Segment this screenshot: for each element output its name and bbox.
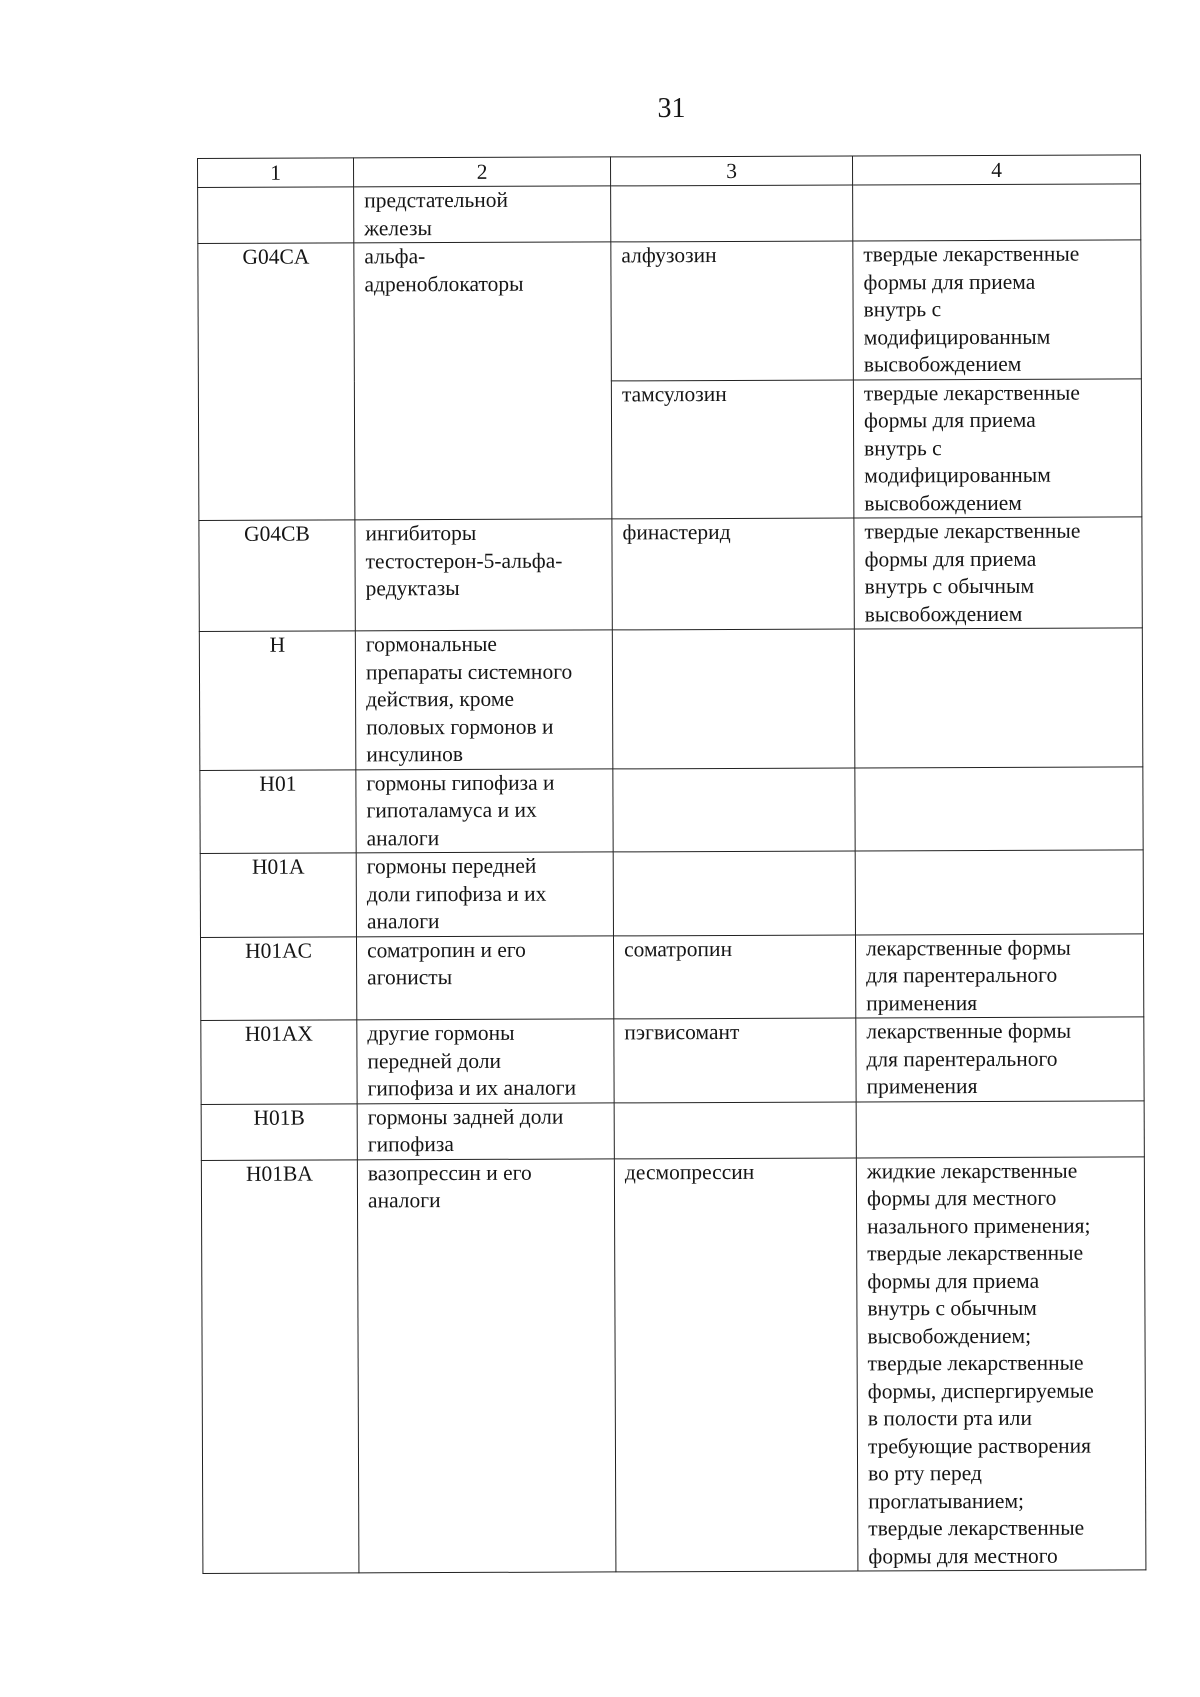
table-row xyxy=(198,184,1141,244)
header-cell-3: 3 xyxy=(610,156,852,186)
cell-text-line: доли гипофиза и их xyxy=(366,881,547,906)
cell-text-line: альфа- xyxy=(364,244,426,269)
form-cell xyxy=(854,517,1142,629)
cell-text-line: лекарственные формы xyxy=(865,935,1071,960)
cell-text-line: применения xyxy=(866,1074,978,1099)
table-row xyxy=(199,517,1142,632)
drug-table xyxy=(197,154,1146,1574)
table-row xyxy=(200,766,1143,853)
substance-cell xyxy=(614,1101,856,1158)
form-cell xyxy=(856,1017,1144,1102)
cell-text-line: аналоги xyxy=(367,1188,441,1213)
group-cell xyxy=(356,935,613,1019)
code-cell: H01A xyxy=(200,853,356,937)
cell-text-line: алфузозин xyxy=(621,243,717,268)
substance-cell xyxy=(614,1157,858,1571)
cell-text-line: высвобождением xyxy=(864,601,1023,626)
substance-cell xyxy=(613,934,855,1018)
form-cell xyxy=(855,850,1143,935)
group-cell xyxy=(355,630,613,769)
cell-text-line: гипофиза xyxy=(367,1132,454,1157)
cell-text-line: формы для местного xyxy=(866,1185,1057,1211)
cell-text-line: инсулинов xyxy=(366,741,464,767)
substance-cell xyxy=(613,767,855,851)
header-cell-1: 1 xyxy=(198,158,354,188)
cell-text-line: формы для приема xyxy=(863,407,1036,433)
cell-text-line: вазопрессин и его xyxy=(367,1160,532,1185)
cell-text-line: соматропин и его xyxy=(366,937,526,962)
substance-cell xyxy=(612,518,854,630)
cell-text-line: твердые лекарственные xyxy=(863,241,1080,267)
cell-text-line: редуктазы xyxy=(365,575,460,601)
cell-text-line: гипоталамуса и их xyxy=(366,797,537,823)
cell-text-line: внутрь с обычным xyxy=(864,573,1035,599)
cell-text-line: формы для приема xyxy=(864,546,1037,571)
table-row xyxy=(201,1100,1144,1160)
form-cell xyxy=(854,628,1143,768)
cell-text-line: ингибиторы xyxy=(365,520,477,546)
cell-text-line: внутрь с xyxy=(864,435,942,460)
cell-text-line: в полости рта или xyxy=(867,1405,1033,1431)
cell-text-line: формы для местного xyxy=(868,1543,1058,1568)
group-cell xyxy=(355,519,612,631)
table-body xyxy=(198,184,1146,1574)
cell-text-line: для парентерального xyxy=(866,1046,1058,1071)
substance-cell xyxy=(614,1018,856,1102)
group-cell xyxy=(356,852,613,936)
table-row xyxy=(200,850,1143,937)
cell-text-line: формы, диспергируемые xyxy=(867,1378,1094,1403)
code-cell: G04CA xyxy=(198,243,355,521)
page-number: 31 xyxy=(657,93,686,124)
cell-text-line: высвобождением; xyxy=(867,1323,1032,1348)
cell-text-line: половых гормонов и xyxy=(366,714,554,739)
cell-text-line: аналоги xyxy=(366,825,440,850)
code-cell: G04CB xyxy=(199,520,355,632)
table-row xyxy=(198,240,1142,382)
cell-text-line: аналоги xyxy=(366,909,440,934)
cell-text-line: проглатыванием; xyxy=(868,1488,1025,1513)
table-row xyxy=(199,628,1143,770)
substance-cell xyxy=(611,185,853,242)
form-cell xyxy=(856,1156,1146,1571)
cell-text-line: железы xyxy=(364,215,432,240)
cell-text-line: гормоны гипофиза и xyxy=(366,770,555,795)
cell-text-line: тестостерон-5-альфа- xyxy=(365,548,563,573)
form-cell xyxy=(853,378,1142,518)
group-cell xyxy=(357,1102,614,1159)
header-cell-4: 4 xyxy=(852,155,1140,185)
cell-text-line: предстательной xyxy=(364,187,509,213)
form-cell xyxy=(855,766,1143,851)
cell-text-line: назального применения; xyxy=(867,1213,1091,1238)
code-cell: H01 xyxy=(200,769,356,853)
cell-text-line: жидкие лекарственные xyxy=(866,1158,1078,1183)
cell-text-line: внутрь с xyxy=(863,297,942,322)
substance-cell xyxy=(612,629,855,768)
cell-text-line: твердые лекарственные xyxy=(868,1515,1085,1541)
code-cell: H xyxy=(199,631,356,770)
cell-text-line: твердые лекарственные xyxy=(864,518,1081,544)
group-cell xyxy=(357,1158,616,1572)
table-row xyxy=(201,1017,1144,1104)
drug-table-container xyxy=(197,154,1145,1574)
cell-text-line: применения xyxy=(866,990,978,1015)
code-cell: H01AX xyxy=(201,1020,357,1104)
cell-text-line: модифицированным xyxy=(864,462,1051,488)
table-row xyxy=(200,933,1143,1020)
header-row xyxy=(198,155,1141,188)
cell-text-line: гипофиза и их аналоги xyxy=(367,1075,577,1101)
cell-text-line: высвобождением xyxy=(864,490,1022,515)
cell-text-line: передней доли xyxy=(367,1048,502,1073)
cell-text-line: пэгвисомант xyxy=(624,1019,740,1045)
cell-text-line: твердые лекарственные xyxy=(867,1350,1084,1376)
cell-text-line: требующие растворения xyxy=(867,1433,1092,1458)
cell-text-line: формы для приема xyxy=(863,269,1036,294)
code-cell xyxy=(198,187,354,244)
form-cell xyxy=(853,184,1141,241)
code-cell: H01B xyxy=(201,1103,357,1160)
cell-text-line: препараты системного xyxy=(365,659,573,684)
cell-text-line: модифицированным xyxy=(863,324,1051,349)
cell-text-line: высвобождением xyxy=(863,351,1022,377)
code-cell: H01AC xyxy=(200,936,356,1020)
code-cell: H01BA xyxy=(201,1159,359,1573)
cell-text-line: агонисты xyxy=(367,965,453,990)
cell-text-line: другие гормоны xyxy=(367,1020,515,1046)
cell-text-line: адреноблокаторы xyxy=(364,271,524,296)
form-cell xyxy=(855,933,1143,1018)
cell-text-line: финастерид xyxy=(622,519,731,545)
cell-text-line: действия, кроме xyxy=(366,686,515,712)
group-cell xyxy=(354,186,611,243)
cell-text-line: во рту перед xyxy=(868,1460,982,1486)
cell-text-line: десмопрессин xyxy=(624,1159,755,1184)
substance-cell xyxy=(611,379,854,518)
cell-text-line: гормоны задней доли xyxy=(367,1104,564,1129)
group-cell xyxy=(356,768,613,852)
cell-text-line: гормональные xyxy=(365,631,498,657)
form-cell xyxy=(856,1100,1144,1157)
cell-text-line: гормоны передней xyxy=(366,853,537,879)
substance-cell xyxy=(613,851,855,935)
header-cell-2: 2 xyxy=(354,157,611,187)
cell-text-line: тамсулозин xyxy=(621,381,727,406)
table-row xyxy=(201,1156,1146,1573)
cell-text-line: внутрь с обычным xyxy=(867,1295,1037,1321)
cell-text-line: формы для приема xyxy=(867,1268,1040,1293)
group-cell xyxy=(354,242,612,520)
cell-text-line: лекарственные формы xyxy=(866,1018,1072,1044)
form-cell xyxy=(853,240,1142,380)
cell-text-line: твердые лекарственные xyxy=(867,1240,1084,1266)
cell-text-line: соматропин xyxy=(623,936,733,961)
cell-text-line: для парентерального xyxy=(866,962,1058,988)
cell-text-line: твердые лекарственные xyxy=(863,380,1080,405)
substance-cell xyxy=(611,241,854,380)
group-cell xyxy=(357,1019,614,1103)
